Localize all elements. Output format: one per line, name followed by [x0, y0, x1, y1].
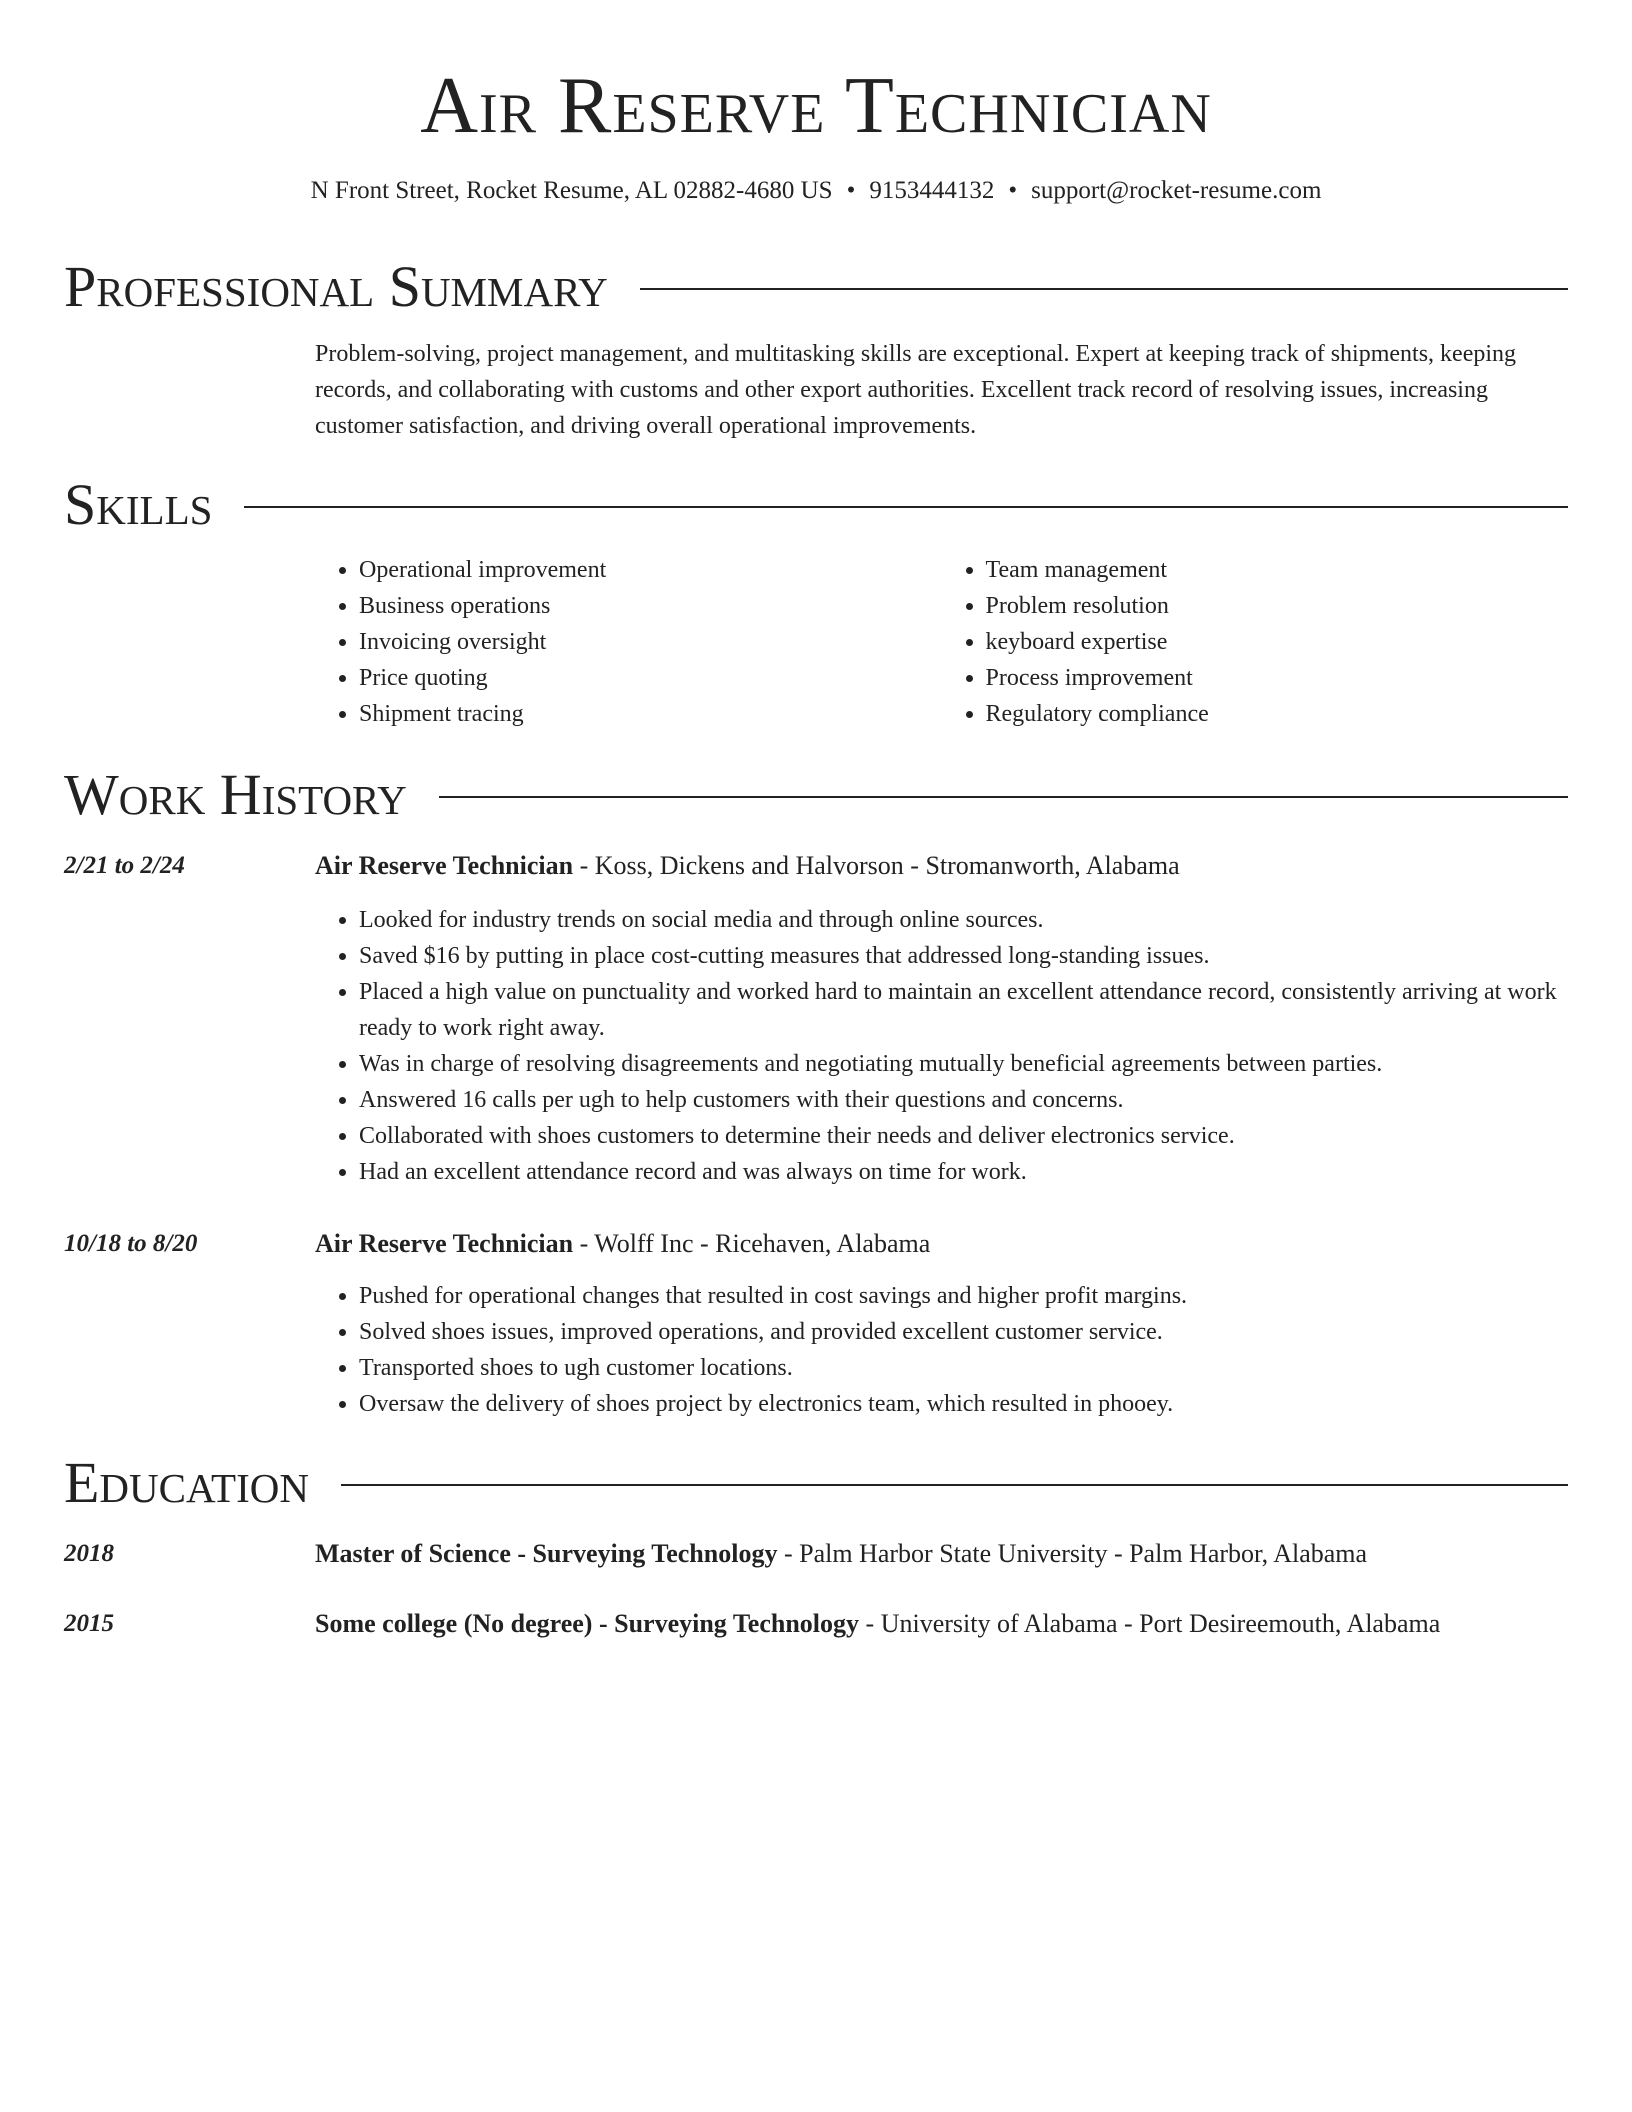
contact-line — [64, 174, 1568, 208]
job-bullet: • Answered 16 calls per ugh to help customers with their questions and concerns. — [359, 1082, 1612, 1118]
job-bullet: • Solved shoes issues, improved operations, and provided excellent customer service. — [359, 1314, 1612, 1350]
contact-address: N Front Street, Rocket Resume, AL 02882-4680 US — [310, 177, 833, 204]
job-bullet: • Pushed for operational changes that resulted in cost savings and higher profit margins. — [359, 1278, 1612, 1314]
education-year: 2015 — [64, 1610, 114, 1637]
education-school: - University of Alabama - Port Desireemouth, Alabama — [859, 1609, 1441, 1638]
job-bullet: • Collaborated with shoes customers to determine their needs and deliver electronics service. — [359, 1118, 1612, 1154]
education-degree: Master of Science - Surveying Technology — [315, 1539, 778, 1568]
education-year: 2018 — [64, 1540, 114, 1567]
section-divider — [439, 796, 1568, 798]
skill-item: • Regulatory compliance — [986, 696, 1569, 732]
job-bullet: • Had an excellent attendance record and was always on time for work. — [359, 1154, 1612, 1190]
education-entry — [315, 1606, 1568, 1642]
education-section-title: Education — [64, 1450, 309, 1515]
skills-column-left — [315, 552, 942, 732]
section-divider — [640, 288, 1568, 290]
skills-column-right — [942, 552, 1569, 732]
job-bullet: • Oversaw the delivery of shoes project by electronics team, which resulted in phooey. — [359, 1386, 1612, 1422]
education-degree: Some college (No degree) - Surveying Technology — [315, 1609, 860, 1638]
job-heading — [315, 1226, 1568, 1262]
work-section-header — [64, 760, 1568, 830]
job-bullet: • Placed a high value on punctuality and worked hard to maintain an excellent attendance record, consistently arriving at work ready to work right away. — [359, 974, 1612, 1046]
skill-item: • Business operations — [359, 588, 942, 624]
education-school: - Palm Harbor State University - Palm Harbor, Alabama — [777, 1539, 1368, 1568]
contact-separator: • — [846, 177, 856, 204]
summary-text: Problem-solving, project management, and multitasking skills are exceptional. Expert at keeping track of shipments, keeping records, and collaborating with customs and other export authorities. Excellent track record of resolving issues, increasing customer satisfaction, and driving overall operational improvements. — [315, 341, 1517, 439]
job-bullet: • Looked for industry trends on social media and through online sources. — [359, 902, 1612, 938]
summary-section-header — [64, 252, 1568, 322]
skills-section-title: Skills — [64, 472, 213, 537]
section-divider — [244, 506, 1568, 508]
candidate-name: Air Reserve Technician — [420, 62, 1212, 150]
job-bullet: • Was in charge of resolving disagreements and negotiating mutually beneficial agreements between parties. — [359, 1046, 1612, 1082]
job-employer: - Wolff Inc - Ricehaven, Alabama — [573, 1229, 931, 1258]
job-title: Air Reserve Technician — [315, 851, 574, 880]
skill-item: • Price quoting — [359, 660, 942, 696]
section-divider — [341, 1484, 1568, 1486]
summary-section-title: Professional Summary — [64, 254, 608, 319]
skill-item: • Problem resolution — [986, 588, 1569, 624]
contact-separator: • — [1008, 177, 1018, 204]
job-dates: 10/18 to 8/20 — [64, 1230, 198, 1257]
skill-item: • Invoicing oversight — [359, 624, 942, 660]
job-title: Air Reserve Technician — [315, 1229, 574, 1258]
job-bullet: • Saved $16 by putting in place cost-cutting measures that addressed long-standing issues. — [359, 938, 1612, 974]
contact-email: support@rocket-resume.com — [1031, 177, 1322, 204]
skills-section-header — [64, 470, 1568, 540]
work-section-title: Work History — [64, 762, 407, 827]
contact-phone: 9153444132 — [869, 177, 995, 204]
skills-list — [315, 552, 1568, 732]
skill-item: • Shipment tracing — [359, 696, 942, 732]
skill-item: • Process improvement — [986, 660, 1569, 696]
job-dates: 2/21 to 2/24 — [64, 852, 185, 879]
job-heading — [315, 848, 1568, 884]
job-bullets — [315, 1278, 1612, 1422]
skill-item: • Operational improvement — [359, 552, 942, 588]
skill-item: • Team management — [986, 552, 1569, 588]
job-employer: - Koss, Dickens and Halvorson - Stromanworth, Alabama — [573, 851, 1180, 880]
job-bullets — [315, 902, 1612, 1190]
job-bullet: • Transported shoes to ugh customer locations. — [359, 1350, 1612, 1386]
education-section-header — [64, 1448, 1568, 1518]
education-entry — [315, 1536, 1568, 1572]
skill-item: • keyboard expertise — [986, 624, 1569, 660]
